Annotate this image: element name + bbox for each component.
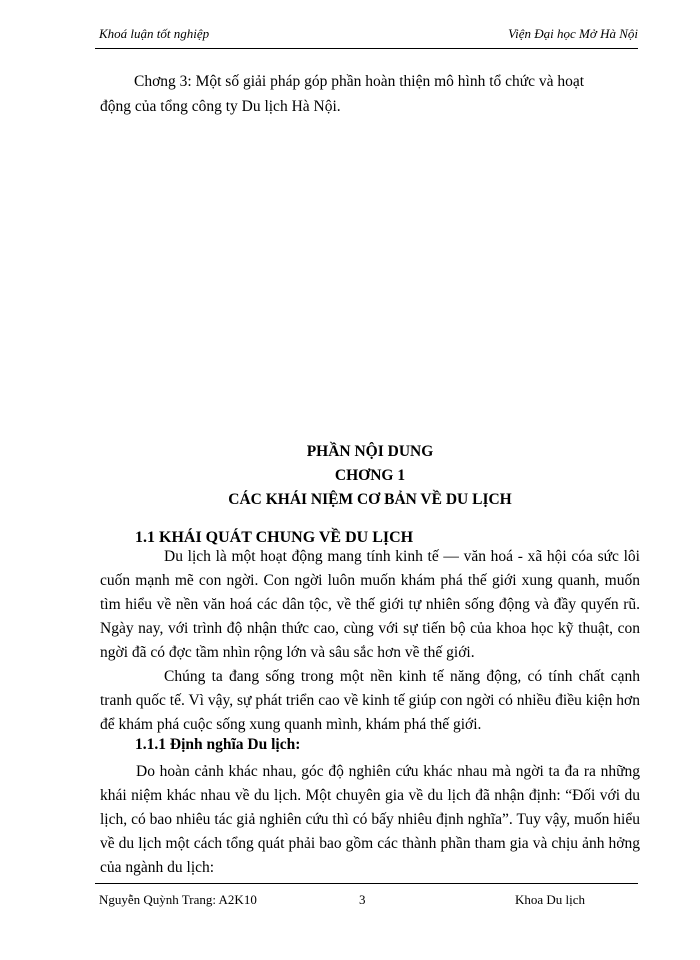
paragraph-definition-text: Do hoàn cảnh khác nhau, góc độ nghiên cứu khác nhau mà ngời ta đa ra những khái niệm khác nhau về du lịch. Một chuyên gia về du lịch đã nhận định: “Đối với du lịch, có bao nhiêu tác giả nghiên cứu thì có bấy nhiêu định nghĩa”. Tuy vậy, muốn hiểu về du lịch một cách tổng quát phải bao gồm các thành phần tham gia và chịu ảnh hởng của ngành du lịch: [100,763,640,876]
header-institution-label: Viện Đại học Mở Hà Nội [508,26,638,41]
chapter-3-line-1: Chơng 3: Một số giải pháp góp phần hoàn thiện mô hình tổ chức và hoạt [134,73,585,90]
paragraph-intro [100,545,640,665]
footer-department: Khoa Du lịch [515,892,586,907]
paragraph-intro-text: Du lịch là một hoạt động mang tính kinh tế — văn hoá - xã hội cóa sức lôi cuốn mạnh mẽ con ngời. Con ngời luôn muốn khám phá thế giới xung quanh, muốn tìm hiểu về nền văn hoá các dân tộc, về thế giới tự nhiên sống động và đầy quyến rũ. Ngày nay, với trình độ nhận thức cao, cùng với sự tiến bộ của khoa học kỹ thuật, con ngời đã có đợc tầm nhìn rộng lớn và sâu sắc hơn về thế giới. [100,548,640,661]
paragraph-economy-text: Chúng ta đang sống trong một nền kinh tế năng động, có tính chất cạnh tranh quốc tế. Vì vậy, sự phát triển cao về kinh tế giúp con ngời có nhiều điều kiện hơn để khám phá cuộc sống xung quanh mình, khám phá thế giới. [100,668,640,733]
footer-author: Nguyễn Quỳnh Trang: A2K10 [99,892,257,907]
paragraph-economy [100,665,640,737]
chapter-number: CHƠNG 1 [334,467,406,484]
chapter-3-entry [100,69,640,119]
paragraph-definition [100,760,640,880]
chapter-3-line-2: động của tổng công ty Du lịch Hà Nội. [100,98,341,115]
page-header [95,22,638,49]
page-number: 3 [359,892,366,907]
subsection-1-1-1-title: 1.1.1 Định nghĩa Du lịch: [135,736,301,753]
chapter-title: CÁC KHÁI NIỆM CƠ BẢN VỀ DU LỊCH [228,491,512,508]
content-heading-block [100,440,640,512]
section-1-1-title: 1.1 KHÁI QUÁT CHUNG VỀ DU LỊCH [135,529,414,546]
part-title: PHẦN NỘI DUNG [306,443,434,460]
header-thesis-label: Khoá luận tốt nghiệp [99,26,210,41]
page-footer [95,883,638,910]
